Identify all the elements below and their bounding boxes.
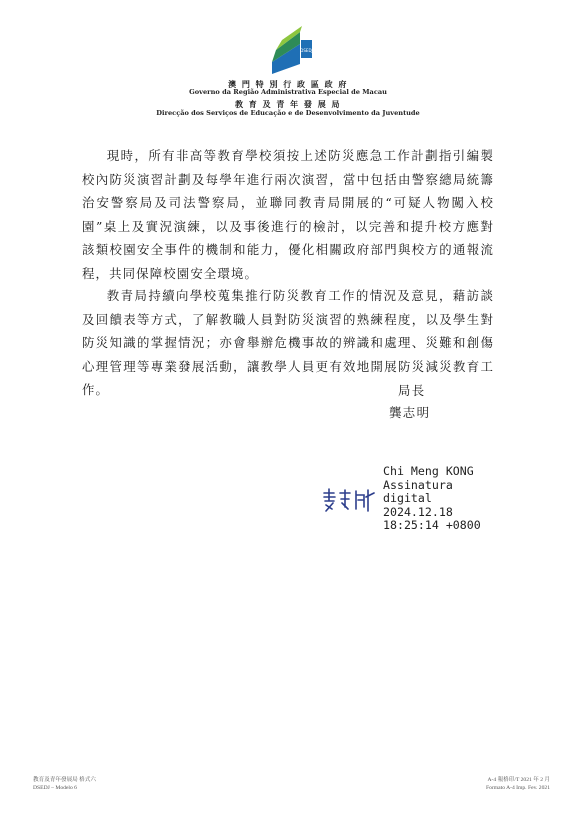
handwritten-signature (320, 487, 378, 513)
government-name-chinese: 澳 門 特 別 行 政 區 政 府 (228, 79, 348, 89)
body-paragraph-2: 教青局持續向學校蒐集推行防災教育工作的情況及意見，藉訪談及回饋表等方式，了解教職人員對防災演習的熟練程度，以及學生對防災知識的掌握情況；亦會舉辦危機事故的辨識和處理、災難和創傷心理管理等專業發展活動，讓教學人員更有效地開展防災減災教育工作。 (82, 288, 494, 398)
bureau-name-chinese: 教 育 及 青 年 發 展 局 (235, 99, 341, 109)
dsedj-logo-icon (266, 24, 316, 76)
footer-form-code-portuguese: DSEDJ – Modelo 6 (33, 785, 77, 791)
footer-print-format-portuguese: Formato A-4 Imp. Fev. 2021 (486, 785, 550, 791)
body-paragraph-1: 現時，所有非高等教育學校須按上述防災應急工作計劃指引編製校內防災演習計劃及每學年進行兩次演習，當中包括由警察總局統籌治安警察局及司法警察局，並聯同教青局開展的“可疑人物闖入校園”桌上及實況演練，以及事後進行的檢討，以完善和提升校方應對該類校園安全事件的機制和能力，優化相關政府部門與校方的通報流程，共同保障校園安全環境。 (82, 148, 494, 281)
footer-right (486, 776, 550, 792)
government-name-portuguese: Governo da Região Administrativa Especial de Macau (189, 88, 387, 96)
footer-form-code-chinese: 教育及青年發展局 格式六 (33, 777, 96, 783)
svg-text:DSEDJ: DSEDJ (300, 48, 313, 53)
signatory-name: 龔志明 (389, 405, 431, 420)
footer-print-format-chinese: A-4 報格印/T 2021 年 2 月 (487, 777, 550, 783)
footer-left (33, 776, 96, 792)
bureau-name-portuguese: Direcção dos Serviços de Educação e de Desenvolvimento da Juventude (156, 109, 420, 117)
signatory-title: 局長 (398, 383, 426, 398)
digital-signature-stamp: Chi Meng KONG Assinatura digital 2024.12.18 18:25:14 +0800 (383, 464, 481, 533)
